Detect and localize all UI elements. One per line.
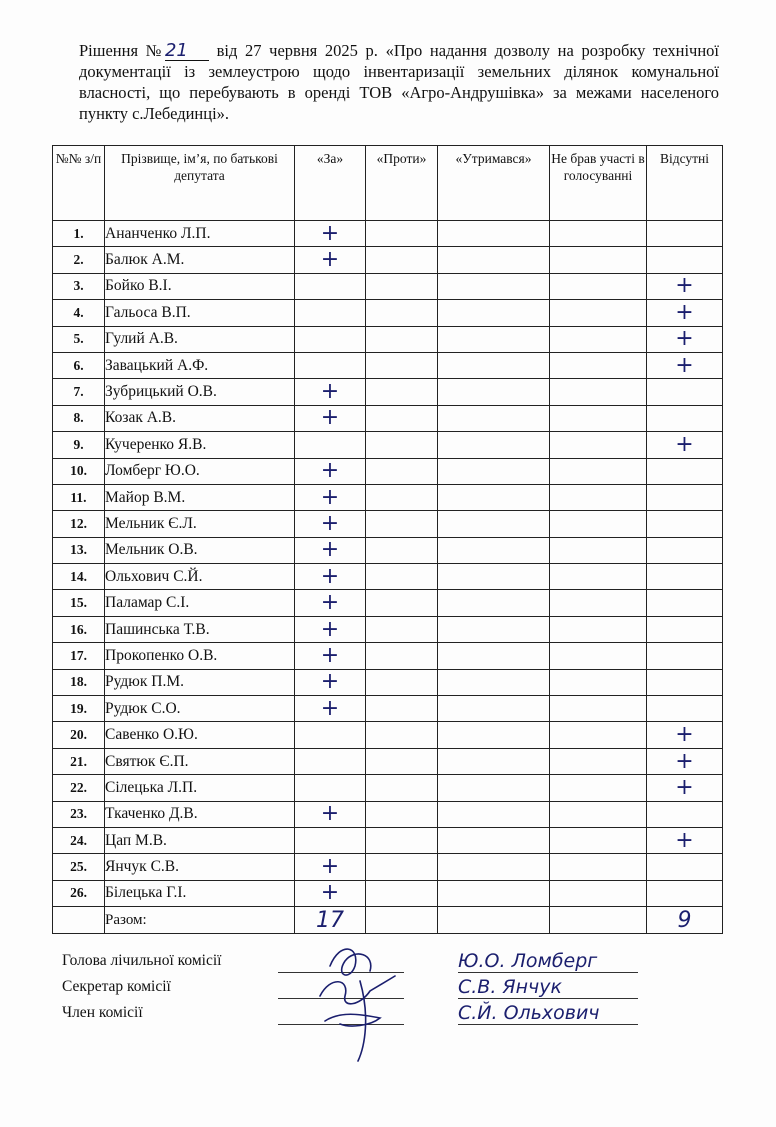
table-row [53, 273, 723, 299]
vote-abstained-cell [438, 564, 550, 590]
deputy-name: Рудюк П.М. [105, 669, 295, 695]
vote-abstained-cell [438, 801, 550, 827]
row-number: 7. [53, 379, 105, 405]
vote-against-cell [366, 458, 438, 484]
vote-absent-cell [647, 379, 723, 405]
vote-against-cell [366, 379, 438, 405]
vote-not-voted-cell [550, 458, 647, 484]
deputy-name: Пашинська Т.В. [105, 616, 295, 642]
vote-absent-cell [647, 696, 723, 722]
vote-for-cell: + [295, 801, 366, 827]
vote-not-voted-cell [550, 880, 647, 906]
table-row [53, 669, 723, 695]
deputy-name: Янчук С.В. [105, 854, 295, 880]
row-number: 16. [53, 616, 105, 642]
total-absent: 9 [647, 907, 723, 934]
deputy-name: Гальоса В.П. [105, 300, 295, 326]
vote-for-cell: + [295, 405, 366, 431]
deputy-name: Цап М.В. [105, 827, 295, 853]
table-row [53, 775, 723, 801]
col-header-for: «За» [295, 146, 366, 221]
vote-against-cell [366, 273, 438, 299]
vote-abstained-cell [438, 221, 550, 247]
row-number: 6. [53, 352, 105, 378]
deputy-name: Бойко В.І. [105, 273, 295, 299]
vote-abstained-cell [438, 590, 550, 616]
deputy-name: Гулий А.В. [105, 326, 295, 352]
table-header-row [53, 146, 723, 221]
vote-for-cell: + [295, 379, 366, 405]
table-row [53, 379, 723, 405]
vote-absent-cell [647, 590, 723, 616]
row-number: 23. [53, 801, 105, 827]
row-number: 9. [53, 432, 105, 458]
vote-not-voted-cell [550, 432, 647, 458]
vote-against-cell [366, 247, 438, 273]
deputy-name: Козак А.В. [105, 405, 295, 431]
vote-against-cell [366, 511, 438, 537]
vote-absent-cell: + [647, 352, 723, 378]
vote-for-cell [295, 748, 366, 774]
vote-absent-cell [647, 458, 723, 484]
table-row [53, 458, 723, 484]
vote-not-voted-cell [550, 801, 647, 827]
table-row [53, 801, 723, 827]
deputy-name: Сілецька Л.П. [105, 775, 295, 801]
row-number: 18. [53, 669, 105, 695]
vote-for-cell: + [295, 590, 366, 616]
vote-not-voted-cell [550, 722, 647, 748]
vote-for-cell: + [295, 854, 366, 880]
vote-against-cell [366, 696, 438, 722]
vote-for-cell: + [295, 247, 366, 273]
row-number: 21. [53, 748, 105, 774]
vote-against-cell [366, 854, 438, 880]
total-against [366, 907, 438, 934]
vote-abstained-cell [438, 247, 550, 273]
vote-for-cell: + [295, 616, 366, 642]
vote-absent-cell [647, 405, 723, 431]
vote-not-voted-cell [550, 643, 647, 669]
vote-for-cell: + [295, 564, 366, 590]
table-row [53, 564, 723, 590]
vote-not-voted-cell [550, 326, 647, 352]
vote-absent-cell [647, 247, 723, 273]
row-number: 22. [53, 775, 105, 801]
table-row [53, 722, 723, 748]
vote-against-cell [366, 827, 438, 853]
handwritten-signatures-icon [300, 936, 420, 1066]
vote-absent-cell [647, 537, 723, 563]
vote-abstained-cell [438, 696, 550, 722]
vote-not-voted-cell [550, 748, 647, 774]
col-header-not-voted: Не брав участі в голосуванні [550, 146, 647, 221]
vote-for-cell: + [295, 537, 366, 563]
vote-against-cell [366, 669, 438, 695]
row-number: 3. [53, 273, 105, 299]
vote-abstained-cell [438, 748, 550, 774]
vote-absent-cell [647, 801, 723, 827]
row-number: 24. [53, 827, 105, 853]
vote-not-voted-cell [550, 564, 647, 590]
vote-absent-cell: + [647, 300, 723, 326]
signatures-block [62, 948, 221, 1026]
vote-against-cell [366, 432, 438, 458]
vote-abstained-cell [438, 827, 550, 853]
chair-name: Ю.О. Ломберг [458, 950, 638, 973]
signature-row-chair [62, 948, 221, 974]
total-label: Разом: [105, 907, 295, 934]
vote-abstained-cell [438, 432, 550, 458]
vote-not-voted-cell [550, 379, 647, 405]
vote-for-cell: + [295, 643, 366, 669]
col-header-against: «Проти» [366, 146, 438, 221]
row-number: 2. [53, 247, 105, 273]
table-row [53, 537, 723, 563]
vote-absent-cell [647, 854, 723, 880]
vote-absent-cell [647, 511, 723, 537]
row-number: 19. [53, 696, 105, 722]
vote-against-cell [366, 564, 438, 590]
deputy-name: Білецька Г.І. [105, 880, 295, 906]
vote-against-cell [366, 880, 438, 906]
vote-abstained-cell [438, 484, 550, 510]
vote-for-cell [295, 326, 366, 352]
chair-label: Голова лічильної комісії [62, 952, 222, 969]
vote-not-voted-cell [550, 696, 647, 722]
deputy-name: Святюк Є.П. [105, 748, 295, 774]
vote-absent-cell [647, 616, 723, 642]
vote-absent-cell: + [647, 326, 723, 352]
vote-for-cell: + [295, 221, 366, 247]
vote-abstained-cell [438, 273, 550, 299]
row-number: 26. [53, 880, 105, 906]
vote-for-cell: + [295, 511, 366, 537]
row-number: 20. [53, 722, 105, 748]
vote-against-cell [366, 326, 438, 352]
total-abstained [438, 907, 550, 934]
vote-against-cell [366, 775, 438, 801]
vote-for-cell: + [295, 669, 366, 695]
vote-not-voted-cell [550, 221, 647, 247]
signature-row-member [62, 1000, 221, 1026]
deputy-name: Савенко О.Ю. [105, 722, 295, 748]
vote-not-voted-cell [550, 300, 647, 326]
vote-abstained-cell [438, 669, 550, 695]
total-num-cell [53, 907, 105, 934]
col-header-abstained: «Утримався» [438, 146, 550, 221]
table-row [53, 511, 723, 537]
table-row [53, 827, 723, 853]
vote-for-cell: + [295, 458, 366, 484]
table-row [53, 590, 723, 616]
total-for: 17 [295, 907, 366, 934]
vote-abstained-cell [438, 616, 550, 642]
table-row [53, 432, 723, 458]
vote-absent-cell [647, 221, 723, 247]
vote-for-cell [295, 432, 366, 458]
vote-absent-cell: + [647, 827, 723, 853]
vote-absent-cell [647, 669, 723, 695]
table-row [53, 300, 723, 326]
vote-against-cell [366, 300, 438, 326]
vote-against-cell [366, 590, 438, 616]
row-number: 10. [53, 458, 105, 484]
row-number: 17. [53, 643, 105, 669]
deputy-name: Кучеренко Я.В. [105, 432, 295, 458]
vote-not-voted-cell [550, 273, 647, 299]
vote-for-cell [295, 775, 366, 801]
table-row [53, 696, 723, 722]
vote-abstained-cell [438, 326, 550, 352]
table-row [53, 854, 723, 880]
deputy-name: Балюк А.М. [105, 247, 295, 273]
deputy-name: Ананченко Л.П. [105, 221, 295, 247]
vote-for-cell [295, 273, 366, 299]
vote-abstained-cell [438, 880, 550, 906]
vote-abstained-cell [438, 352, 550, 378]
row-number: 11. [53, 484, 105, 510]
signature-row-secretary [62, 974, 221, 1000]
deputy-name: Майор В.М. [105, 484, 295, 510]
vote-for-cell [295, 352, 366, 378]
deputy-name: Мельник Є.Л. [105, 511, 295, 537]
table-row [53, 748, 723, 774]
vote-abstained-cell [438, 511, 550, 537]
decision-prefix: Рішення № [79, 41, 165, 60]
vote-not-voted-cell [550, 827, 647, 853]
deputy-name: Рудюк С.О. [105, 696, 295, 722]
vote-not-voted-cell [550, 590, 647, 616]
vote-absent-cell [647, 564, 723, 590]
vote-against-cell [366, 352, 438, 378]
vote-for-cell [295, 300, 366, 326]
vote-absent-cell [647, 484, 723, 510]
row-number: 14. [53, 564, 105, 590]
vote-against-cell [366, 616, 438, 642]
vote-absent-cell: + [647, 432, 723, 458]
total-not-voted [550, 907, 647, 934]
deputy-name: Ольхович С.Й. [105, 564, 295, 590]
voting-table [52, 145, 723, 934]
vote-against-cell [366, 484, 438, 510]
secretary-label: Секретар комісії [62, 978, 171, 995]
vote-for-cell: + [295, 696, 366, 722]
deputy-name: Мельник О.В. [105, 537, 295, 563]
row-number: 1. [53, 221, 105, 247]
col-header-number: №№ з/п [53, 146, 105, 221]
vote-abstained-cell [438, 537, 550, 563]
table-row [53, 247, 723, 273]
deputy-name: Завацький А.Ф. [105, 352, 295, 378]
vote-abstained-cell [438, 722, 550, 748]
deputy-name: Ткаченко Д.В. [105, 801, 295, 827]
vote-for-cell [295, 827, 366, 853]
vote-for-cell: + [295, 880, 366, 906]
vote-against-cell [366, 722, 438, 748]
vote-abstained-cell [438, 405, 550, 431]
col-header-name: Прізвище, ім’я, по батькові депутата [105, 146, 295, 221]
vote-not-voted-cell [550, 352, 647, 378]
row-number: 4. [53, 300, 105, 326]
vote-against-cell [366, 537, 438, 563]
vote-not-voted-cell [550, 775, 647, 801]
vote-against-cell [366, 643, 438, 669]
vote-not-voted-cell [550, 247, 647, 273]
vote-absent-cell: + [647, 775, 723, 801]
table-row [53, 352, 723, 378]
table-row [53, 616, 723, 642]
vote-not-voted-cell [550, 405, 647, 431]
vote-abstained-cell [438, 379, 550, 405]
vote-against-cell [366, 221, 438, 247]
row-number: 13. [53, 537, 105, 563]
vote-against-cell [366, 748, 438, 774]
decision-number: 21 [165, 42, 209, 61]
table-row [53, 326, 723, 352]
deputy-name: Ломберг Ю.О. [105, 458, 295, 484]
deputy-name: Зубрицький О.В. [105, 379, 295, 405]
vote-not-voted-cell [550, 511, 647, 537]
decision-title: від 27 червня 2025 р. «Про надання дозволу на розробку технічної документації із землеустрою щодо інвентаризації земельних ділянок комунальної власності, що перебувають в оренді ТОВ «Агро-Андрушівка» за межами населеного пункту с.Лебединці». [79, 41, 719, 123]
vote-against-cell [366, 405, 438, 431]
vote-for-cell [295, 722, 366, 748]
table-row [53, 880, 723, 906]
vote-abstained-cell [438, 458, 550, 484]
vote-abstained-cell [438, 854, 550, 880]
vote-abstained-cell [438, 643, 550, 669]
table-row [53, 221, 723, 247]
vote-abstained-cell [438, 775, 550, 801]
secretary-name: С.В. Янчук [458, 976, 638, 999]
total-row [53, 907, 723, 934]
table-row [53, 405, 723, 431]
member-name: С.Й. Ольхович [458, 1002, 638, 1025]
vote-against-cell [366, 801, 438, 827]
table-row [53, 484, 723, 510]
col-header-absent: Відсутні [647, 146, 723, 221]
row-number: 8. [53, 405, 105, 431]
vote-for-cell: + [295, 484, 366, 510]
row-number: 12. [53, 511, 105, 537]
vote-abstained-cell [438, 300, 550, 326]
row-number: 15. [53, 590, 105, 616]
decision-heading [79, 40, 719, 124]
vote-absent-cell: + [647, 273, 723, 299]
deputy-name: Прокопенко О.В. [105, 643, 295, 669]
vote-not-voted-cell [550, 669, 647, 695]
vote-absent-cell: + [647, 748, 723, 774]
row-number: 25. [53, 854, 105, 880]
deputy-name: Паламар С.І. [105, 590, 295, 616]
vote-not-voted-cell [550, 854, 647, 880]
vote-not-voted-cell [550, 616, 647, 642]
row-number: 5. [53, 326, 105, 352]
vote-absent-cell [647, 643, 723, 669]
vote-absent-cell [647, 880, 723, 906]
vote-not-voted-cell [550, 484, 647, 510]
vote-absent-cell: + [647, 722, 723, 748]
table-row [53, 643, 723, 669]
vote-not-voted-cell [550, 537, 647, 563]
member-label: Член комісії [62, 1004, 143, 1021]
